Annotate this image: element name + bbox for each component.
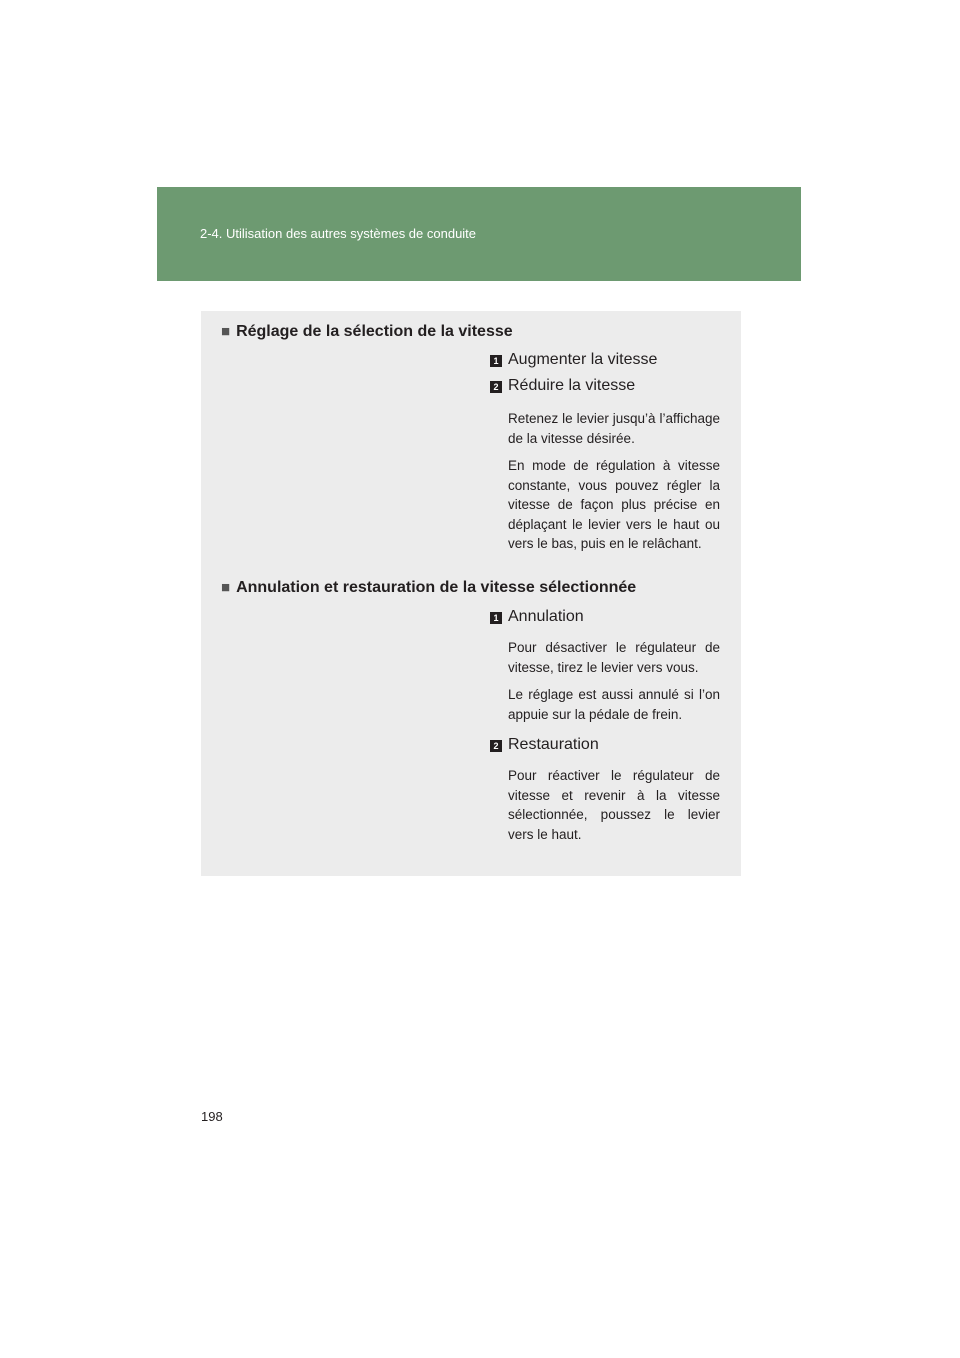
step-number-badge: 2 xyxy=(490,740,502,752)
page-number: 198 xyxy=(201,1109,223,1124)
step-label-resume: Restauration xyxy=(508,736,599,753)
step-label-decrease: Réduire la vitesse xyxy=(508,377,636,394)
step-item xyxy=(490,351,720,373)
paragraph: Pour réactiver le régulateur de vitesse et revenir à la vitesse sélectionnée, poussez le levier vers le haut. xyxy=(508,768,720,842)
paragraph: En mode de régulation à vitesse constante, vous pouvez régler la vitesse de façon plus précise en déplaçant le levier vers le haut ou vers le bas, puis en le relâchant. xyxy=(508,458,720,551)
paragraph: Pour désactiver le régulateur de vitesse, tirez le levier vers vous. xyxy=(508,640,720,675)
square-bullet-icon: ■ xyxy=(221,323,231,340)
step-number-badge: 1 xyxy=(490,612,502,624)
content-box xyxy=(201,311,741,876)
step-item xyxy=(490,736,720,758)
speed-setting-steps xyxy=(490,351,720,554)
square-bullet-icon: ■ xyxy=(221,579,231,596)
section-heading-text: Réglage de la sélection de la vitesse xyxy=(236,323,513,340)
step-number-badge: 1 xyxy=(490,355,502,367)
section-heading-cancel-resume xyxy=(221,579,636,597)
section-title: 2-4. Utilisation des autres systèmes de conduite xyxy=(200,226,477,241)
step-label-increase: Augmenter la vitesse xyxy=(508,351,658,368)
step-item xyxy=(490,608,720,630)
step-item xyxy=(490,377,720,399)
step-label-cancel: Annulation xyxy=(508,608,584,625)
paragraph: Le réglage est aussi annulé si l’on appuie sur la pédale de frein. xyxy=(508,687,720,722)
paragraph: Retenez le levier jusqu’à l’affichage de la vitesse désirée. xyxy=(508,411,720,446)
section-heading-speed-setting xyxy=(221,323,513,341)
cancel-resume-steps xyxy=(490,608,720,844)
step-number-badge: 2 xyxy=(490,381,502,393)
section-header-band xyxy=(157,187,801,281)
section-heading-text: Annulation et restauration de la vitesse sélectionnée xyxy=(236,579,637,596)
